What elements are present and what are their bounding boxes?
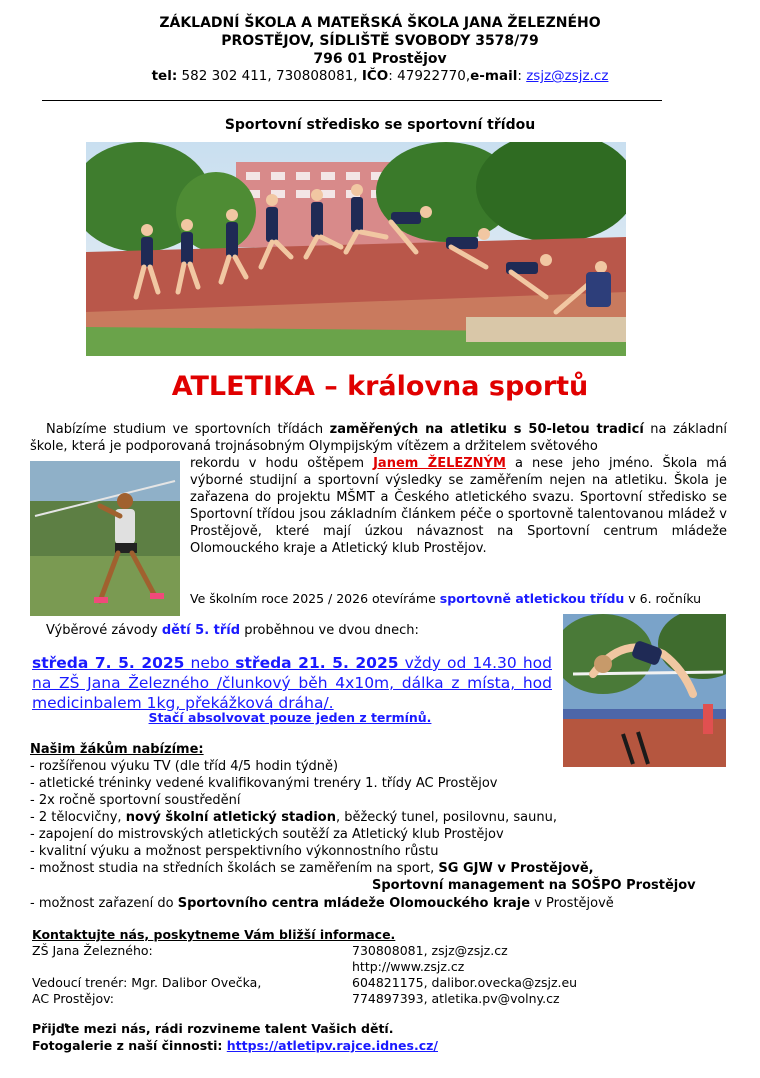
selection-text-cont: proběhnou ve dvou dnech: (240, 623, 419, 638)
contact-line (0, 67, 760, 85)
intro-text-cont: na základní škole, která je podporovaná trojnásobným Olympijským vítězem a držitelem světového (30, 422, 727, 454)
header-divider (42, 100, 662, 101)
intro-highlight: zaměřených na atletiku s 50-letou tradicí (329, 422, 644, 437)
gallery-link[interactable]: https://atletipv.rajce.idnes.cz/ (226, 1038, 438, 1053)
school-year-text: Ve školním roce 2025 / 2026 otevíráme (190, 591, 440, 606)
offer-item-4 (30, 809, 557, 826)
offer-heading: Našim žákům nabízíme: (30, 742, 204, 757)
intro-p2-cont: a nese jeho jméno. Škola má výborné studijní a sportovní výsledky se zaměřením nejen na atletiku. Škola je zařazena do projektu MŠMT a Českého atletického svazu. Sportovní středisko se Sportovní třídou jsou základním článkem péče o sportovně talentovanou mládež v Prostějově, které mají úzkou návaznost na Sportovní centrum mládeže Olomouckého kraje a Atletický klub Prostějov. (190, 456, 727, 556)
tel-value: 582 302 411, 730808081, (181, 68, 358, 84)
offer-item-7 (30, 860, 594, 877)
contact-school-web[interactable]: http://www.zsjz.cz (352, 959, 465, 974)
email-sep: : (517, 68, 522, 84)
offer-item-7-a: - možnost studia na středních školách se zaměřením na sport, (30, 861, 439, 876)
dates-block (32, 653, 552, 713)
offer-item-4-a: - 2 tělocvičny, (30, 810, 126, 825)
selection-line (46, 622, 419, 639)
offer-item-1: - rozšířenou výuku TV (dle tříd 4/5 hodin týdně) (30, 759, 339, 774)
school-name-line2: PROSTĚJOV, SÍDLIŠTĚ SVOBODY 3578/79 (221, 33, 539, 49)
offer-item-4-b: nový školní atletický stadion (125, 810, 336, 825)
offer-item-5: - zapojení do mistrovských atletických soutěží za Atletický klub Prostějov (30, 827, 504, 842)
intro-p2-text: rekordu v hodu oštěpem (190, 456, 374, 471)
offer-item-8-c: v Prostějově (530, 896, 614, 911)
contact-school-phone: 730808081, zsjz@zsjz.cz (352, 943, 508, 958)
school-year-line (190, 590, 730, 607)
email-link[interactable]: zsjz@zsjz.cz (526, 68, 609, 84)
email-label: e-mail (470, 68, 518, 84)
selection-text: Výběrové závody (46, 623, 162, 638)
offer-item-6: - kvalitní výuku a možnost perspektivního výkonnostního růstu (30, 844, 439, 859)
footer-invite: Přijďte mezi nás, rádi rozvineme talent Vašich dětí. (32, 1021, 394, 1036)
ico-value: : 47922770, (388, 68, 471, 84)
ico-label: IČO (361, 68, 389, 84)
footer-gallery (32, 1038, 438, 1053)
offer-item-7-b: SG GJW v Prostějově, (438, 861, 594, 876)
offer-item-8-b: Sportovního centra mládeže Olomouckého kraje (177, 896, 531, 911)
one-date-note: Stačí absolvovat pouze jeden z termínů. (148, 710, 432, 725)
offer-item-2: - atletické tréninky vedené kvalifikovanými trenéry 1. třídy AC Prostějov (30, 776, 498, 791)
contact-coach-label: Vedoucí trenér: Mgr. Dalibor Ovečka, (32, 975, 262, 990)
school-year-grade: v 6. ročníku (624, 591, 702, 606)
intro-paragraph-1 (30, 421, 727, 455)
subtitle: Sportovní středisko se sportovní třídou (224, 117, 536, 133)
offer-item-4-c: , běžecký tunel, posilovnu, saunu, (335, 810, 557, 825)
contact-club-value: 774897393, atletika.pv@volny.cz (352, 991, 560, 1006)
contact-club-label: AC Prostějov: (32, 991, 115, 1006)
contact-coach-value: 604821175, dalibor.ovecka@zsjz.eu (352, 975, 578, 990)
tel-label: tel: (151, 68, 178, 84)
intro-text: Nabízíme studium ve sportovních třídách (46, 422, 330, 437)
high-jump-photo (563, 614, 726, 767)
long-jump-photo (86, 142, 626, 356)
javelin-photo (30, 461, 180, 616)
offer-item-8-a: - možnost zařazení do (30, 896, 178, 911)
offer-item-7-c: Sportovní management na SOŠPO Prostějov (372, 878, 696, 893)
selection-grade: dětí 5. tříd (161, 623, 241, 638)
date-details: vždy od 14.30 hod na ZŠ Jana Železného /člunkový běh 4x10m, dálka z místa, hod medicinbalem 1kg, překážková dráha/. (32, 654, 552, 712)
school-address: 796 01 Prostějov (313, 51, 447, 67)
date-2: středa 21. 5. 2025 (235, 654, 399, 672)
contact-school-label: ZŠ Jana Železného: (32, 943, 153, 958)
intro-paragraph-2 (190, 455, 727, 557)
date-1: středa 7. 5. 2025 (32, 654, 185, 672)
jan-zelezny-name: Janem ŽELEZNÝM (373, 456, 506, 471)
date-or: nebo (184, 654, 236, 672)
contacts-heading: Kontaktujte nás, poskytneme Vám bližší informace. (32, 927, 396, 942)
offer-item-8 (30, 895, 614, 912)
school-name-line1: ZÁKLADNÍ ŠKOLA A MATEŘSKÁ ŠKOLA JANA ŽELEZNÉHO (159, 15, 601, 31)
school-year-class: sportovně atletickou třídu (439, 591, 625, 606)
gallery-label: Fotogalerie z naší činnosti: (32, 1038, 227, 1053)
headline: ATLETIKA – královna sportů (171, 371, 589, 402)
offer-item-3: - 2x ročně sportovní soustředění (30, 793, 241, 808)
